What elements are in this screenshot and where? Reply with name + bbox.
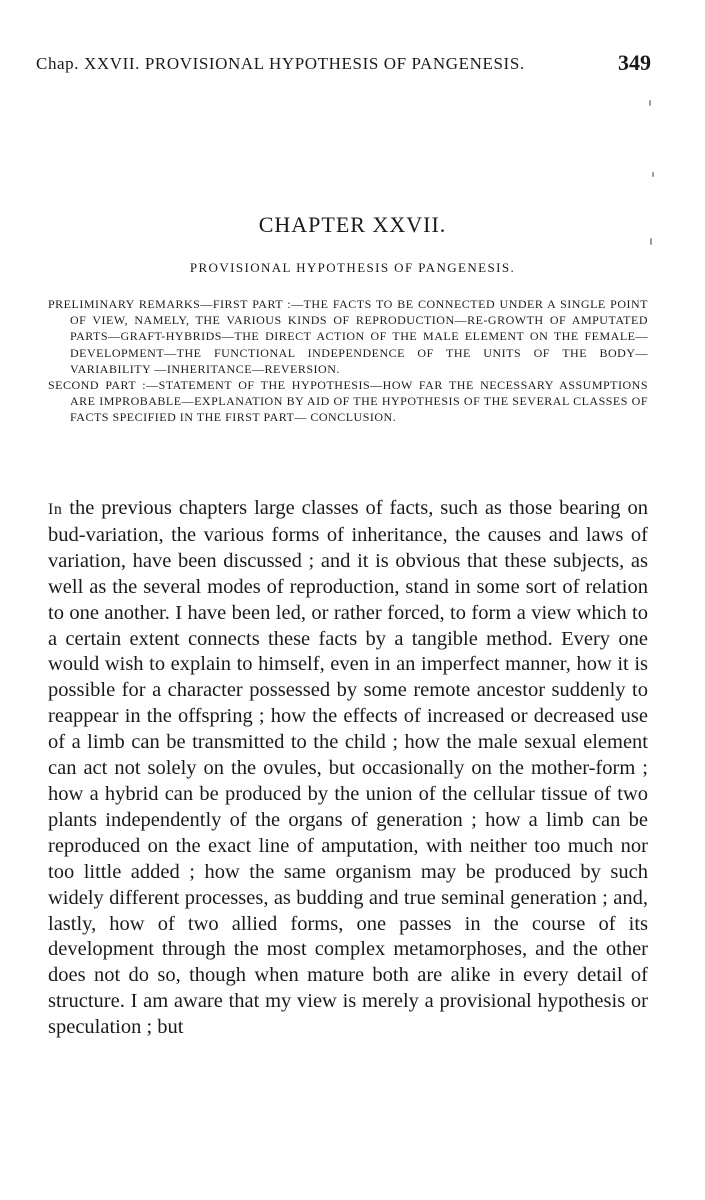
- synopsis-first-part: PRELIMINARY REMARKS—FIRST PART :—THE FACTS TO BE CONNECTED UNDER A SINGLE POINT OF VIEW, NAMELY, THE VARIOUS KINDS OF REPRODUCTION—RE-GROWTH OF AMPUTATED PARTS—GRAFT-HYBRIDS—THE DIRECT ACTION OF THE MALE ELEMENT ON THE FEMALE—DEVELOPMENT—THE FUNCTIONAL INDEPENDENCE OF THE UNITS OF THE BODY—VARIABILITY —INHERITANCE—REVERSION.: [48, 297, 648, 376]
- body-paragraph: [48, 496, 648, 1041]
- margin-speck: [652, 172, 654, 177]
- margin-speck: [650, 238, 652, 245]
- chapter-subtitle: PROVISIONAL HYPOTHESIS OF PANGENESIS.: [189, 260, 516, 275]
- running-header: [36, 50, 651, 80]
- paragraph-text: the previous chapters large classes of facts, such as those bearing on bud-variation, the various forms of inheritance, the causes and laws of variation, have been discussed ; and it is obvious that these subjects, as well as the several modes of reproduction, stand in some sort of relation to one another. I have been led, or rather forced, to form a view which to a certain extent connects these facts by a tangible method. Every one would wish to explain to himself, even in an imperfect manner, how it is possible for a character possessed by some remote ancestor suddenly to reappear in the offspring ; how the effects of increased or decreased use of a limb can be transmitted to the child ; how the male sexual element can act not solely on the ovules, but occasionally on the mother-form ; how a hybrid can be produced by the union of the cellular tissue of two plants independently of the organs of generation ; how a limb can be reproduced on the exact line of amputation, with neither too much nor too little added ; how the same organism may be produced by such widely different processes, as budding and true seminal generation ; and, lastly, how of two allied forms, one passes in the course of its development through the most complex metamorphoses, and the other does not do so, though when mature both are alike in every detail of structure. I am aware that my view is merely a provisional hypothesis or speculation ; but: [48, 497, 648, 1039]
- chapter-title: CHAPTER XXVII.: [258, 212, 447, 237]
- chapter-synopsis: [48, 296, 648, 426]
- synopsis-second-part: SECOND PART :—STATEMENT OF THE HYPOTHESIS—HOW FAR THE NECESSARY ASSUMPTIONS ARE IMPROBABLE—EXPLANATION BY AID OF THE HYPOTHESIS OF THE SEVERAL CLASSES OF FACTS SPECIFIED IN THE FIRST PART— CONCLUSION.: [48, 378, 648, 425]
- body-text: [48, 496, 648, 1041]
- page-number: 349: [618, 50, 651, 75]
- lead-word: In: [48, 501, 63, 518]
- running-title: Chap. XXVII. PROVISIONAL HYPOTHESIS OF PANGENESIS.: [36, 54, 525, 73]
- margin-speck: [649, 100, 651, 106]
